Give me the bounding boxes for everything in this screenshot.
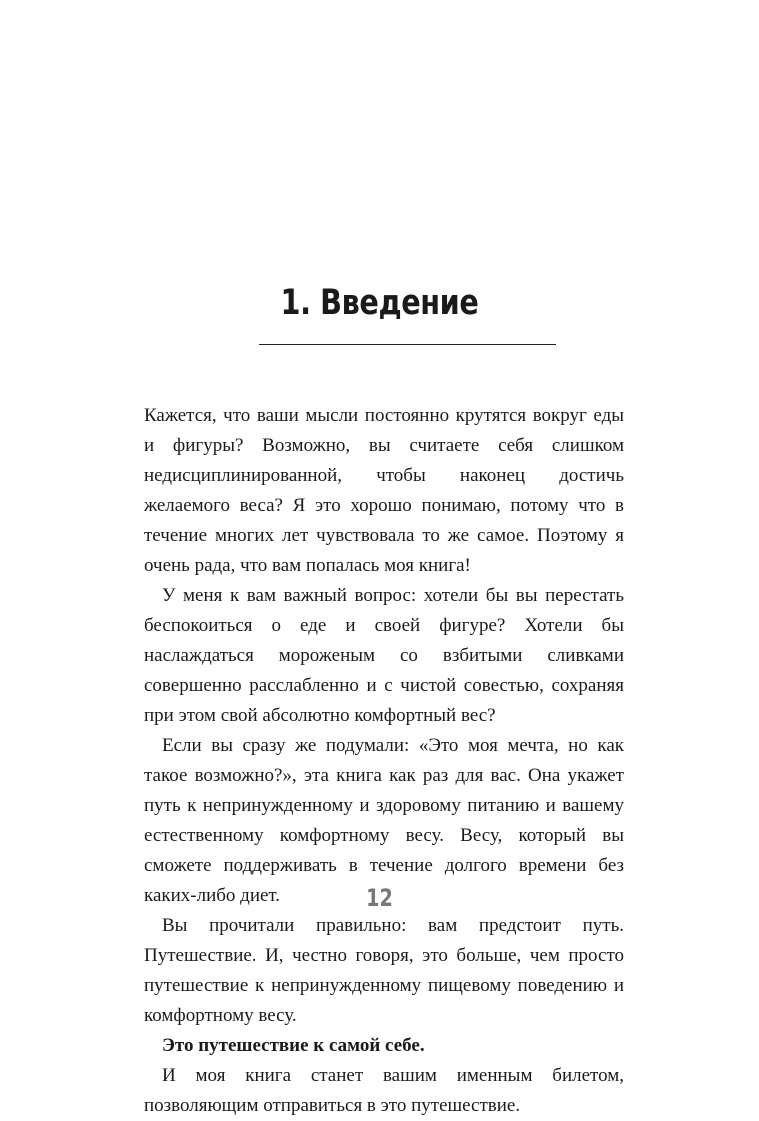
chapter-body [144, 401, 624, 1121]
page-number: 12 [366, 884, 393, 912]
paragraph: У меня к вам важный вопрос: хотели бы вы перестать беспокоиться о еде и своей фигуре? Хотели бы наслаждаться мороженым со взбитыми сливками совершенно расслабленно и с чистой совестью, сохраняя при этом свой абсолютно комфортный вес? [144, 585, 624, 726]
chapter-title: 1. Введение [280, 283, 479, 323]
title-divider [259, 344, 556, 345]
paragraph: Кажется, что ваши мысли постоянно крутятся вокруг еды и фигуры? Возможно, вы считаете себя слишком недисциплинированной, чтобы наконец достичь желаемого веса? Я это хорошо понимаю, потому что в течение многих лет чувствовала то же самое. Поэтому я очень рада, что вам попалась моя книга! [144, 405, 624, 576]
paragraph: И моя книга станет вашим именным билетом, позволяющим отправиться в это путешествие. [144, 1065, 624, 1116]
bold-paragraph: Это путешествие к самой себе. [162, 1035, 425, 1056]
paragraph: Вы прочитали правильно: вам предстоит путь. Путешествие. И, честно говоря, это больше, чем просто путешествие к непринужденному пищевому поведению и комфортному весу. [144, 915, 624, 1026]
paragraph: Если вы сразу же подумали: «Это моя мечта, но как такое возможно?», эта книга как раз для вас. Она укажет путь к непринужденному и здоровому питанию и вашему естественному комфортному весу. Весу, который вы сможете поддерживать в течение долгого времени без каких-либо диет. [144, 735, 624, 906]
